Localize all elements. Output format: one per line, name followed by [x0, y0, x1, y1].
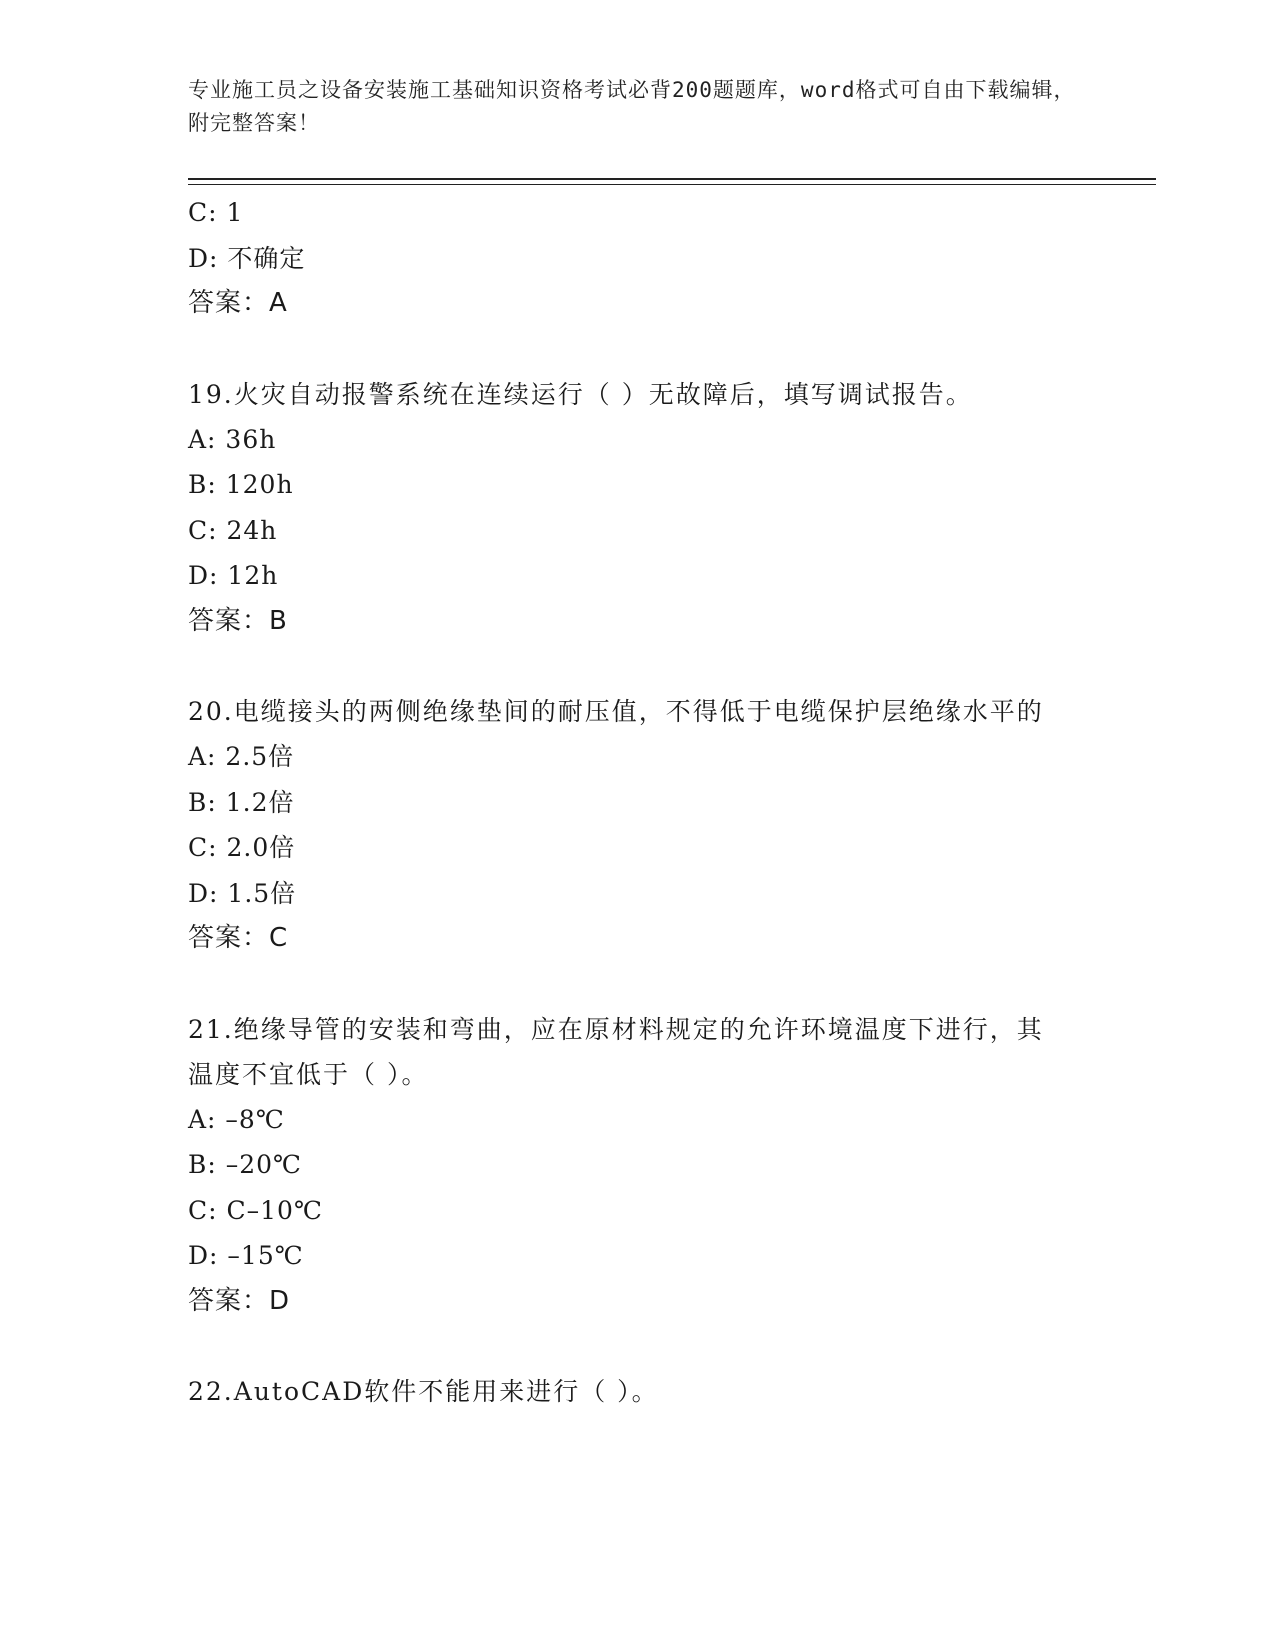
option-c: C: 24h [188, 515, 278, 545]
question-stem: 20.电缆接头的两侧绝缘垫间的耐压值，不得低于电缆保护层绝缘水平的 [188, 697, 1044, 726]
question-20 [188, 689, 1088, 962]
option-b: B: 1.2倍 [188, 787, 295, 817]
option-a: A: –8℃ [188, 1104, 285, 1134]
option-d: D: 不确定 [188, 243, 306, 273]
option-a: A: 2.5倍 [188, 742, 295, 771]
question-22 [188, 1369, 1088, 1414]
answer-line: 答案：C [188, 923, 289, 953]
option-c: C: 2.0倍 [188, 833, 296, 862]
option-d: D: 1.5倍 [188, 878, 297, 908]
header-rule-top [188, 178, 1156, 180]
option-d: D: –15℃ [188, 1241, 304, 1270]
answer-line: 答案：D [188, 1285, 291, 1316]
option-d: D: 12h [188, 561, 279, 590]
answer-line: 答案：A [188, 288, 288, 318]
option-b: B: 120h [188, 470, 294, 499]
option-c: C: 1 [188, 198, 244, 227]
document-header: 专业施工员之设备安装施工基础知识资格考试必背200题题库，word格式可自由下载编辑，附完整答案！ [188, 78, 1076, 135]
question-stem: 22.AutoCAD软件不能用来进行（ ）。 [188, 1377, 659, 1406]
question-21 [188, 1007, 1088, 1325]
question-stem: 21.绝缘导管的安装和弯曲，应在原材料规定的允许环境温度下进行，其温度不宜低于（ ）。 [188, 1014, 1044, 1089]
option-c: C: C–10℃ [188, 1195, 323, 1225]
question-18 [188, 190, 1088, 327]
header-rule-bottom [188, 184, 1156, 185]
question-list [188, 190, 1088, 1414]
question-stem: 19.火灾自动报警系统在连续运行（ ）无故障后，填写调试报告。 [188, 379, 973, 409]
option-b: B: –20℃ [188, 1150, 303, 1179]
question-19 [188, 372, 1088, 645]
answer-line: 答案：B [188, 605, 288, 636]
option-a: A: 36h [188, 424, 277, 454]
